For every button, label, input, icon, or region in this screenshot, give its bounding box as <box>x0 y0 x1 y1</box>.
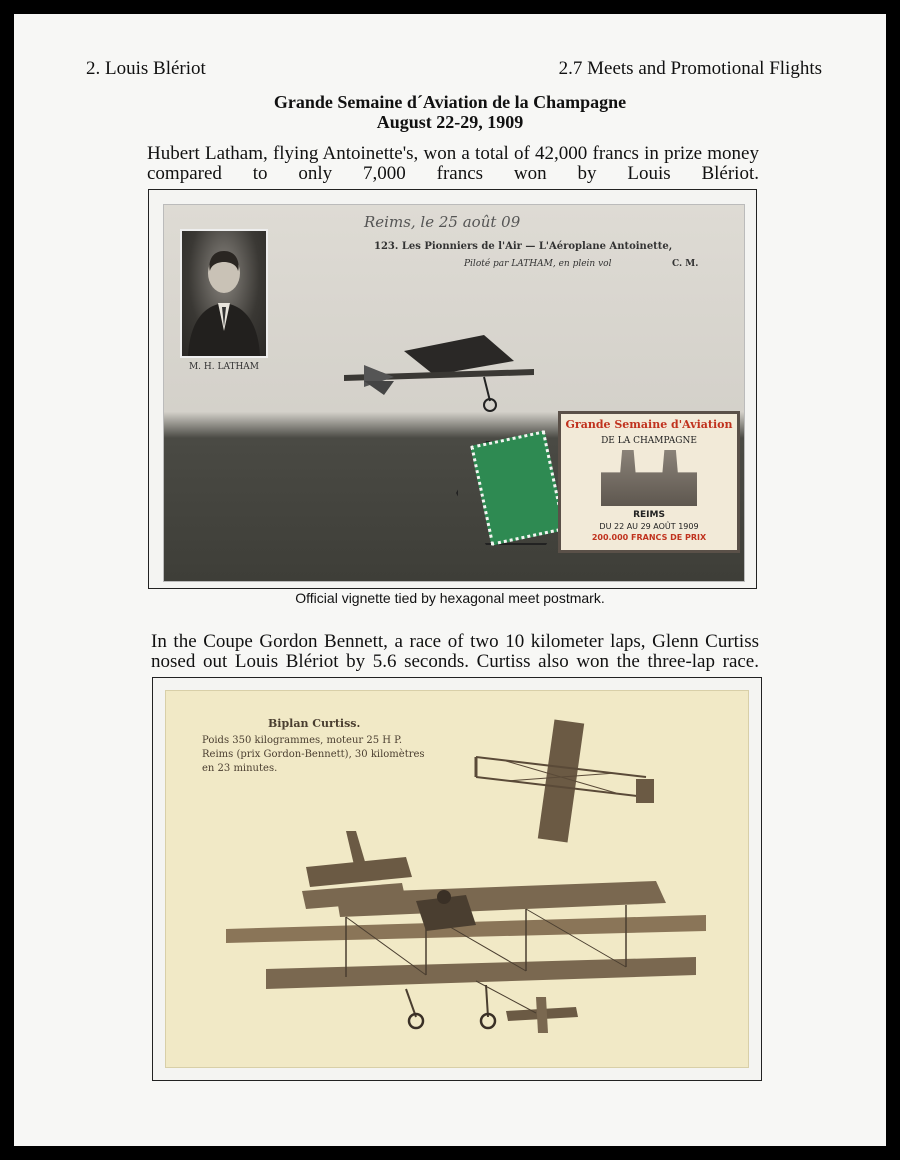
vignette-city: REIMS <box>633 510 665 520</box>
section-header: 2.7 Meets and Promotional Flights <box>558 58 822 79</box>
postcard-time-line: en 23 minutes. <box>202 763 278 774</box>
curtiss-description: In the Coupe Gordon Bennett, a race of two 10 kilometer laps, Glenn Curtiss nosed out Louis Blériot by 5.6 seconds. Curtiss also won the three-lap race. <box>151 631 759 672</box>
postcard-race-line: Reims (prix Gordon-Bennett), 30 kilomètres <box>202 749 425 760</box>
curtiss-postcard <box>165 690 749 1068</box>
postcard-spec-line: Poids 350 kilogrammes, moteur 25 H P. <box>202 735 403 746</box>
latham-postcard <box>163 204 745 582</box>
vignette-dates: DU 22 AU 29 AOÛT 1909 <box>599 522 699 531</box>
postcard-heading: Biplan Curtiss. <box>268 717 361 730</box>
latham-portrait <box>180 229 268 358</box>
reims-cathedral-icon <box>601 450 697 506</box>
meet-vignette <box>558 411 740 553</box>
vignette-subtitle: DE LA CHAMPAGNE <box>601 436 697 446</box>
postcard-title: 123. Les Pionniers de l'Air — L'Aéroplane Antoinette, <box>374 241 673 252</box>
antoinette-monoplane-icon <box>334 325 554 415</box>
publisher-mark: C. M. <box>672 259 699 269</box>
portrait-icon <box>182 231 266 356</box>
chapter-header: 2. Louis Blériot <box>86 58 206 79</box>
handwritten-date: Reims, le 25 août 09 <box>364 213 521 231</box>
vignette-caption: Official vignette tied by hexagonal meet postmark. <box>295 590 605 606</box>
postcard-subtitle: Piloté par LATHAM, en plein vol <box>464 259 612 269</box>
curtiss-biplan-side-view-icon <box>226 821 716 1051</box>
album-page <box>14 14 886 1146</box>
latham-postcard-frame <box>148 189 757 589</box>
vignette-title: Grande Semaine d'Aviation <box>565 418 733 431</box>
portrait-label: M. H. LATHAM <box>188 362 260 372</box>
curtiss-postcard-frame <box>152 677 762 1081</box>
page-title: Grande Semaine d´Aviation de la Champagne <box>273 92 627 112</box>
page-subtitle-date: August 22-29, 1909 <box>376 112 524 132</box>
vignette-prize: 200.000 FRANCS DE PRIX <box>591 533 707 542</box>
latham-description: Hubert Latham, flying Antoinette's, won a total of 42,000 francs in prize money compared to only 7,000 francs won by Louis Blériot. <box>147 143 759 184</box>
